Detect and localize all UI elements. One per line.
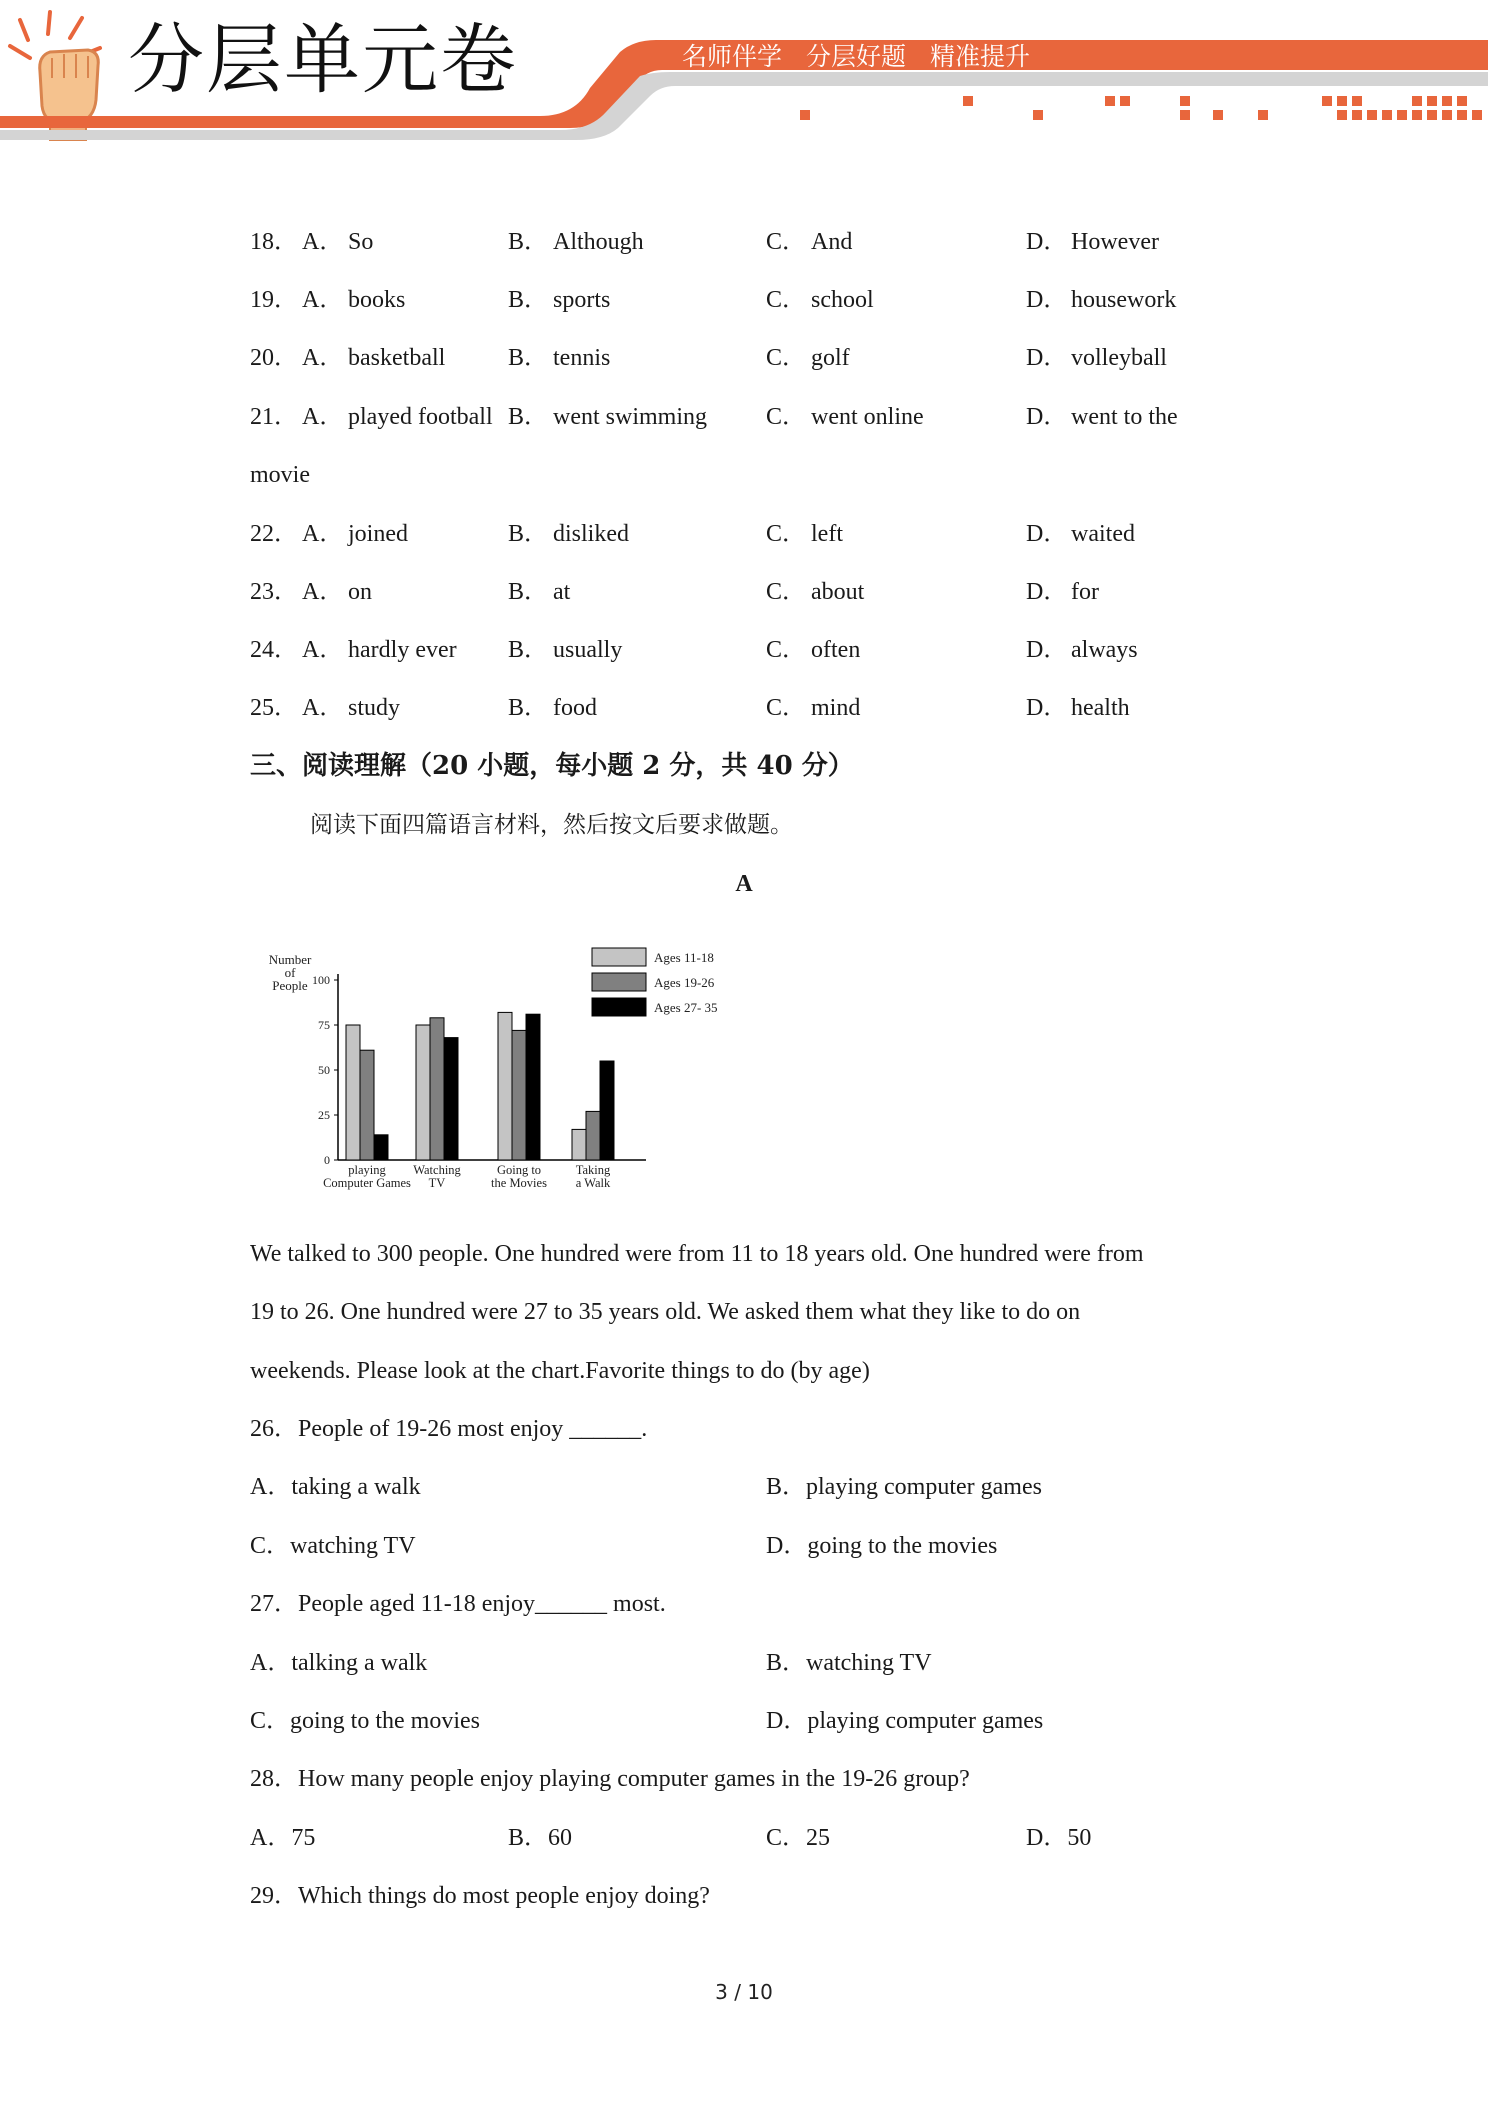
option-letter: C． [766,695,807,721]
option-letter: C． [766,287,807,313]
option-text: health [1071,695,1130,721]
page-number: 3 / 10 [715,1980,773,2004]
option-letter: B． [508,637,549,663]
question-row [0,280,1488,320]
section-heading-row [0,746,1488,786]
legend-label: Ages 27- 35 [654,1000,718,1015]
answer-option: A．75 [250,1825,316,1851]
answer-option: B．60 [508,1825,573,1851]
section-instruction-row [0,805,1488,845]
answer-option: D．going to the movies [766,1533,998,1559]
option-letter: A． [302,579,344,605]
question-row [0,338,1488,378]
option-letter: D． [1026,579,1068,605]
option-letter: C． [766,521,807,547]
y-tick-label: 0 [324,1153,330,1167]
decorative-squares [800,96,1482,120]
option-letter: D． [1026,637,1068,663]
bar [526,1014,540,1160]
option-letter: A． [302,287,344,313]
x-tick-label: Watching [413,1163,461,1177]
option-text: went online [811,404,924,430]
question-number: 19． [250,287,298,313]
legend-swatch [592,973,646,991]
passage-label: A [735,871,753,897]
option-text: study [348,695,401,721]
option-text: often [811,637,861,663]
answer-option: B．watching TV [766,1650,932,1676]
option-text: sports [553,287,611,313]
answer-option: C．watching TV [250,1533,416,1559]
option-text: golf [811,345,850,371]
option-text: hardly ever [348,637,457,663]
option-text: And [811,229,853,255]
option-letter: B． [508,404,549,430]
passage-line: weekends. Please look at the chart.Favorite things to do (by age) [250,1358,870,1384]
question-number: 22． [250,521,298,547]
option-text: housework [1071,287,1177,313]
bar [572,1129,586,1160]
option-letter: C． [766,637,807,663]
option-text: waited [1071,521,1135,547]
question-number: 20． [250,345,298,371]
bar [430,1018,444,1160]
question-number: 25． [250,695,298,721]
option-letter: C． [766,229,807,255]
option-text: on [348,579,372,605]
slogan-1: 名师伴学 [682,42,783,71]
option-letter: A． [302,695,344,721]
y-tick-label: 75 [318,1018,330,1032]
bar-chart [250,938,750,1208]
y-tick-label: 25 [318,1108,330,1122]
option-text: for [1071,579,1099,605]
option-letter: A． [302,229,344,255]
y-axis-label: of [284,965,296,980]
slogan-2: 分层好题 [806,42,907,71]
legend-label: Ages 11-18 [654,950,714,965]
answer-option: C．25 [766,1825,831,1851]
passage-line: We talked to 300 people. One hundred were from 11 to 18 years old. One hundred were from [250,1241,1144,1267]
option-text: However [1071,229,1159,255]
header-slogan [682,44,1054,69]
question-row [0,572,1488,612]
option-text: basketball [348,345,446,371]
option-text: always [1071,637,1138,663]
option-letter: A． [302,637,344,663]
legend-label: Ages 19-26 [654,975,715,990]
option-text: about [811,579,865,605]
option-text: went swimming [553,404,707,430]
option-letter: B． [508,229,549,255]
x-tick-label: a Walk [575,1176,611,1190]
bar [512,1030,526,1160]
answer-option: A．taking a walk [250,1474,421,1500]
question-stem: 27．People aged 11-18 enjoy______ most. [250,1591,666,1617]
question-stem: 28．How many people enjoy playing computer games in the 19-26 group? [250,1766,970,1792]
brand-title: 分层单元卷 [128,15,518,104]
answer-option: C．going to the movies [250,1708,480,1734]
question-row [0,688,1488,728]
x-tick-label: playing [348,1163,386,1177]
answer-option: D．50 [1026,1825,1092,1851]
legend-swatch [592,998,646,1016]
option-letter: D． [1026,695,1068,721]
option-letter: D． [1026,345,1068,371]
option-letter: B． [508,579,549,605]
option-text: mind [811,695,861,721]
y-axis-label: Number [268,952,312,967]
option-text: went to the [1071,404,1178,430]
option-text: usually [553,637,623,663]
option-letter: D． [1026,404,1068,430]
x-tick-label: the Movies [491,1176,547,1190]
question-number: 23． [250,579,298,605]
option-text: volleyball [1071,345,1167,371]
bar [416,1025,430,1160]
option-text: disliked [553,521,629,547]
bar [360,1050,374,1160]
slogan-3: 精准提升 [930,42,1031,71]
y-tick-label: 50 [318,1063,330,1077]
x-tick-label: TV [428,1176,446,1190]
bar [498,1012,512,1160]
option-letter: A． [302,404,344,430]
question-row [0,222,1488,262]
option-text-continued: movie [250,462,310,488]
x-tick-label: Computer Games [323,1176,411,1190]
option-text: books [348,287,406,313]
option-letter: C． [766,404,807,430]
section-heading: 三、阅读理解（20 小题，每小题 2 分，共 40 分） [250,751,854,781]
option-text: school [811,287,874,313]
option-letter: A． [302,521,344,547]
option-letter: D． [1026,287,1068,313]
y-axis-label: People [272,978,308,993]
option-letter: C． [766,345,807,371]
question-number: 24． [250,637,298,663]
question-stem: 26．People of 19-26 most enjoy ______. [250,1416,648,1442]
question-row [0,514,1488,554]
option-text: So [348,229,374,255]
option-wrap-line [0,455,1488,495]
option-text: tennis [553,345,611,371]
option-letter: B． [508,521,549,547]
question-number: 18． [250,229,298,255]
bar [374,1135,388,1160]
option-text: Although [553,229,644,255]
option-text: joined [348,521,408,547]
y-tick-label: 100 [312,973,330,987]
option-letter: B． [508,695,549,721]
answer-option: B．playing computer games [766,1474,1042,1500]
question-row [0,630,1488,670]
option-text: food [553,695,597,721]
page-header [0,0,1488,150]
bar [444,1038,458,1160]
bar [586,1111,600,1160]
bar [346,1025,360,1160]
question-number: 21． [250,404,298,430]
bar [600,1061,614,1160]
option-text: left [811,521,843,547]
option-letter: D． [1026,229,1068,255]
option-letter: B． [508,345,549,371]
option-text: at [553,579,571,605]
option-letter: C． [766,579,807,605]
question-stem: 29．Which things do most people enjoy doing? [250,1883,710,1909]
section-instruction: 阅读下面四篇语言材料，然后按文后要求做题。 [310,812,793,838]
option-text: played football [348,404,493,430]
option-letter: A． [302,345,344,371]
x-tick-label: Going to [496,1163,542,1177]
answer-option: A．talking a walk [250,1650,428,1676]
option-letter: D． [1026,521,1068,547]
x-tick-label: Taking [575,1163,611,1177]
answer-option: D．playing computer games [766,1708,1044,1734]
question-row [0,397,1488,437]
passage-line: 19 to 26. One hundred were 27 to 35 years old. We asked them what they like to do on [250,1299,1081,1325]
legend-swatch [592,948,646,966]
option-letter: B． [508,287,549,313]
